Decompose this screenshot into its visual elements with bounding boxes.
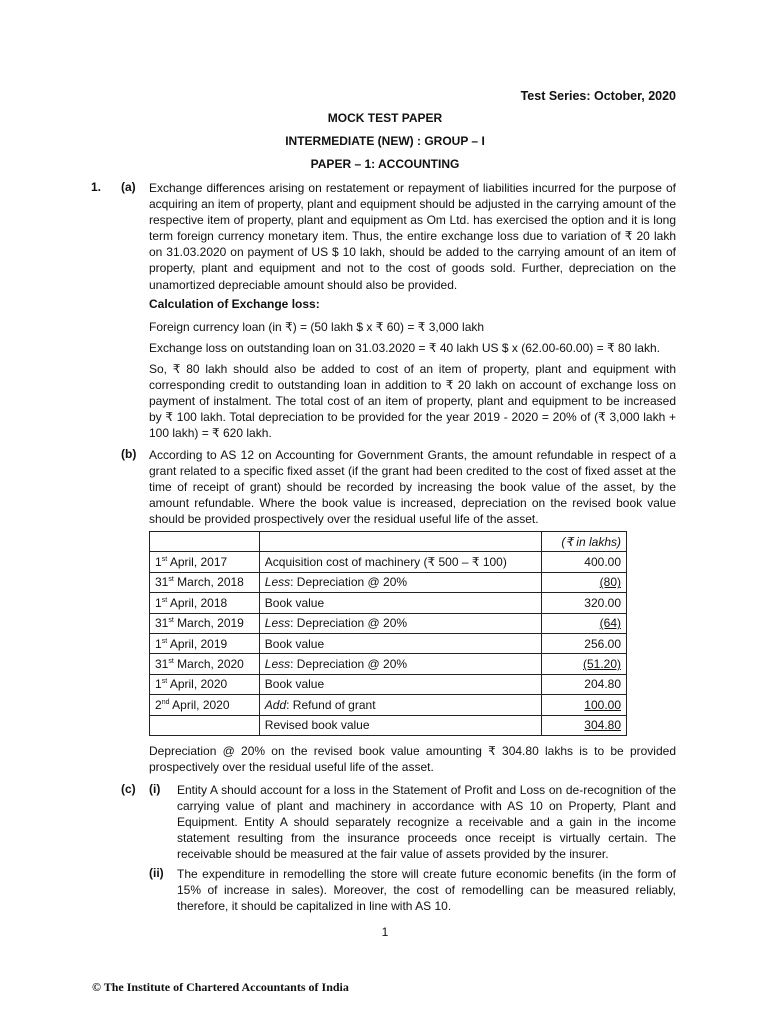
calc-paragraph: So, ₹ 80 lakh should also be added to cost of an item of property, plant and equipment with corresponding credit to outstanding loan in addition to ₹ 20 lakh on account of exchange loss on payment of instalment. The total cost of an item of property, plant and equipment to be increased by ₹ 100 lakh. Total depreciation to be provided for the year 2019 - 2020 = 20% of (₹ 3,000 lakh + 100 lakh) = ₹ 620 lakh. [149,362,676,441]
calc-line-1: Foreign currency loan (in ₹) = (50 lakh $ x ₹ 60) = ₹ 3,000 lakh [149,320,485,334]
table-row [150,593,627,613]
calc-line-2: Exchange loss on outstanding loan on 31.03.2020 = ₹ 40 lakh US $ x (62.00-60.00) = ₹ 80 lakh. [149,341,660,355]
table-row [150,715,627,735]
table-row [150,633,627,653]
part-c-ii-label: (ii) [149,866,164,880]
row-date: 1st April, 2019 [150,633,260,653]
part-c-i-label: (i) [149,782,161,796]
test-series-label: Test Series: October, 2020 [520,89,676,103]
row-amount: 304.80 [542,715,627,735]
row-description: Acquisition cost of machinery (₹ 500 – ₹ 100) [259,552,541,572]
part-a-label: (a) [121,180,136,194]
page-number: 1 [381,925,389,939]
row-date: 1st April, 2017 [150,552,260,572]
paper-group: INTERMEDIATE (NEW) : GROUP – I [285,134,485,148]
row-date: 31st March, 2020 [150,654,260,674]
row-date: 31st March, 2019 [150,613,260,633]
row-description: Add: Refund of grant [259,695,541,715]
row-date [150,715,260,735]
table-header-row [150,532,627,552]
table-row [150,572,627,592]
part-b-after-text: Depreciation @ 20% on the revised book value amounting ₹ 304.80 lakhs is to be provided prospectively over the residual useful life of the asset. [149,744,676,775]
footer-copyright: © The Institute of Chartered Accountants of India [92,980,349,994]
row-amount: 204.80 [542,674,627,694]
row-amount: (64) [542,613,627,633]
part-a-text: Exchange differences arising on restatement or repayment of liabilities incurred for the purpose of acquiring an item of property, plant and equipment should be adjusted in the carrying amount of the respective item of property, plant and equipment as Om Ltd. has exercised the option and it is long term foreign currency monetary item. Thus, the entire exchange loss due to variation of ₹ 20 lakh on 31.03.2020 on payment of US $ 10 lakh, should be added to the carrying amount of an item of property, plant and equipment and not to the cost of goods sold. Further, depreciation on the unamortized depreciable amount should also be provided. [149,181,676,292]
row-date: 1st April, 2020 [150,674,260,694]
part-b-label: (b) [121,447,137,461]
row-description: Book value [259,633,541,653]
part-c-label: (c) [121,782,136,796]
paper-subject: PAPER – 1: ACCOUNTING [310,157,460,171]
row-amount: 100.00 [542,695,627,715]
row-amount: 320.00 [542,593,627,613]
calc-heading: Calculation of Exchange loss: [149,297,320,311]
row-description: Less: Depreciation @ 20% [259,654,541,674]
row-date: 31st March, 2018 [150,572,260,592]
row-date: 2nd April, 2020 [150,695,260,715]
row-amount: (80) [542,572,627,592]
book-value-table [149,531,627,736]
table-row [150,613,627,633]
row-description: Less: Depreciation @ 20% [259,613,541,633]
part-c-i-text: Entity A should account for a loss in the Statement of Profit and Loss on de-recognition of the carrying value of plant and machinery in accordance with AS 10 on Property, Plant and Equipment. Entity A should separately recognize a receivable and a gain in the income statement resulting from the insurance proceeds once receipt is virtually certain. The receivable should be measured at the fair value of assets provided by the insurer. [177,783,676,862]
table-row [150,552,627,572]
row-description: Book value [259,674,541,694]
table-row [150,674,627,694]
row-amount: (51.20) [542,654,627,674]
question-number: 1. [91,180,102,194]
row-description: Book value [259,593,541,613]
row-description: Less: Depreciation @ 20% [259,572,541,592]
part-c-ii-text: The expenditure in remodelling the store will create future economic benefits (in the form of 15% of increase in sales). Moreover, the cost of remodelling can be measured reliably, therefore, it should be capitalized in line with AS 10. [177,867,676,914]
part-b-text: According to AS 12 on Accounting for Government Grants, the amount refundable in respect of a grant related to a specific fixed asset (if the grant had been credited to the cost of fixed asset at the time of receipt of grant) should be recorded by increasing the book value of the asset, by the amount refundable. Where the book value is increased, depreciation on the revised book value should be provided prospectively over the residual useful life of the asset. [149,448,676,527]
table-unit: (₹ in lakhs) [542,532,627,552]
table-row [150,695,627,715]
row-amount: 256.00 [542,633,627,653]
row-description: Revised book value [259,715,541,735]
row-date: 1st April, 2018 [150,593,260,613]
row-amount: 400.00 [542,552,627,572]
paper-title: MOCK TEST PAPER [327,111,443,125]
table-row [150,654,627,674]
